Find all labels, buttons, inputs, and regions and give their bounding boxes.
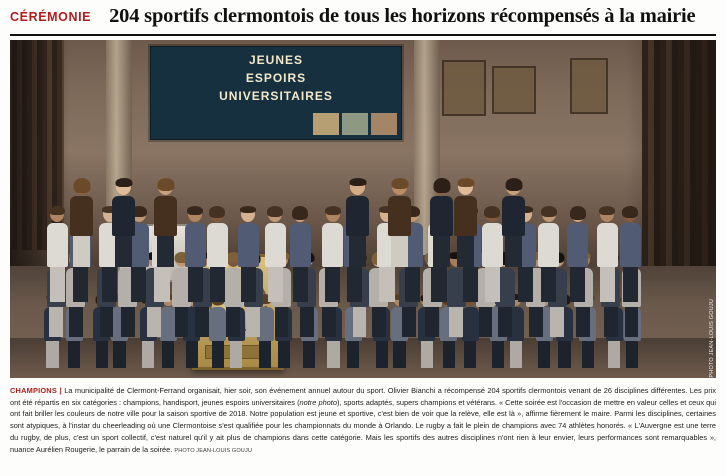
photo-person-body [454,196,477,236]
photo-person-hair [49,206,65,215]
photo-person-legs [113,341,125,368]
caption-lead: CHAMPIONS | [10,385,62,395]
photo-person-legs [325,267,340,302]
photo-person-legs [457,236,474,267]
photo-person [454,178,477,264]
photo-person-hair [349,178,366,186]
photo-person [538,206,559,302]
wall-frame-1 [442,60,486,116]
photo-person-legs [538,341,550,368]
photo-person-legs [518,267,533,302]
photo-person [265,206,286,302]
photo-person-legs [142,341,154,368]
photo-person-body [154,196,177,236]
photo-person [322,206,343,302]
photo-person-body [322,223,343,267]
photo-person-legs [96,341,108,368]
header-divider [10,34,716,36]
photo-person-legs [195,307,209,337]
photo-person-legs [541,267,556,302]
photo-person-legs [300,307,314,337]
photo-person-legs [463,267,478,302]
caption-italic: notre photo [299,397,337,407]
photo-person-hair [73,178,90,193]
photo-person-hair [391,178,408,189]
photo-person-legs [322,307,336,337]
photo-person-body [597,223,618,267]
photo-person-legs [393,341,405,368]
photo-person-legs [405,267,420,302]
photo-person-body [265,223,286,267]
photo-person-legs [349,236,366,267]
article-photo [10,40,716,378]
photo-person-hair [240,206,256,213]
photo-person-legs [230,341,242,368]
wall-frame-3 [570,58,608,114]
photo-person-hair [187,206,203,215]
photo-person-legs [246,307,260,337]
photo-person [185,206,206,302]
photo-person-legs [188,267,203,302]
photo-person-legs [268,267,283,302]
photo-person-legs [402,307,416,337]
photo-person-legs [570,267,585,302]
photo-person-legs [147,307,161,337]
photo-person-legs [49,307,63,337]
photo-person-legs [431,267,446,302]
photo-person [502,178,525,264]
photo-person-hair [599,206,615,215]
photo-person-legs [46,341,58,368]
photo-person [207,206,228,302]
photo-person [238,206,259,302]
photo-scene [10,40,716,378]
photo-person-legs [293,267,308,302]
photo-person-legs [303,341,315,368]
photo-person [620,206,641,302]
screen-line-3: UNIVERSITAIRES [219,88,333,103]
photo-person-legs [259,341,271,368]
photo-person-hair [622,206,638,218]
photo-person-legs [492,341,504,368]
photo-person-legs [379,267,394,302]
photo-person-body [207,223,228,267]
photo-person-legs [623,267,638,302]
photo-person-body [538,223,559,267]
photo-person-legs [131,267,146,302]
page-title: 204 sportifs clermontois de tous les horizons récompensés à la mairie [109,6,696,27]
caption-body: La municipalité de Clermont-Ferrand organisait, hier soir, son événement annuel autour du sport. Olivier Bianchi a récompensé 204 sportifs clermontois venant de 26 disciplines différentes. Les prix ont été répartis en six catégories : champions, handisport, jeunes espoirs universitaires ( [10,385,716,407]
photo-person-legs [485,267,500,302]
photo-person-legs [625,307,639,337]
photo-person-legs [162,341,174,368]
photo-person-legs [464,341,476,368]
photo-person-hair [505,178,522,191]
photo-person-legs [443,341,455,368]
photo-person-body [47,223,68,267]
photo-person-legs [449,307,463,337]
photo-person-legs [510,341,522,368]
article-kicker: CÉRÉMONIE [10,9,92,24]
photo-person-legs [498,307,512,337]
photo-person [290,206,311,302]
photo-person-legs [210,267,225,302]
photo-person-legs [154,267,169,302]
photo-person-hair [541,206,557,217]
photo-person [112,178,135,264]
photo-credit: PHOTO JEAN-LOUIS GOUJU [709,298,715,378]
photo-person-body [290,223,311,267]
photo-person-legs [425,307,439,337]
photo-person-hair [115,178,132,187]
photo-person-legs [608,341,620,368]
photo-person-legs [212,341,224,368]
photo-crowd [10,124,716,378]
screen-line-2: ESPOIRS [245,70,307,85]
photo-person-legs [372,307,386,337]
photo-person-hair [484,206,500,218]
photo-person-body [502,196,525,236]
photo-person-legs [68,341,80,368]
photo-person-legs [73,236,90,267]
photo-person-legs [376,341,388,368]
photo-person [70,178,93,264]
photo-person [482,206,503,302]
photo-person-legs [102,267,117,302]
photo-person-legs [600,267,615,302]
photo-person [388,178,411,264]
photo-person-body [430,196,453,236]
article-header [10,0,716,32]
photo-person-body [346,196,369,236]
photo-person-body [185,223,206,267]
photo-person-hair [457,178,474,187]
photo-person-legs [186,341,198,368]
photo-person [47,206,68,302]
photo-person-legs [50,267,65,302]
photo-person [154,178,177,264]
photo-person-legs [626,341,638,368]
photo-person-hair [267,206,283,217]
photo-person-legs [175,307,189,337]
photo-person-legs [73,267,88,302]
photo-person [430,178,453,264]
photo-person-body [238,223,259,267]
screen-line-1: JEUNES [248,52,304,67]
photo-person [567,206,588,302]
photo-person-body [388,196,411,236]
photo-caption [10,385,716,457]
photo-person-legs [576,307,590,337]
photo-person-legs [353,307,367,337]
photo-person-hair [433,178,450,193]
photo-person [597,206,618,302]
photo-person-body [567,223,588,267]
photo-person-legs [69,307,83,337]
caption-body-2: ), sports adaptés, supers champions et vétérans. « Cette soirée est l'occasion de mettre en valeur celles et ceux qui ont fait briller les couleurs de notre ville pour la saison sportive de 2018. Notre population est jeune et sportive, c'est bien de voir que la relève, elle est là », affirme fièrement le maire. Parmi les disciplines, certaines sont atypiques, à l'instar du cheerleading où une Clermontoise s'est qualifiée pour les championnats du monde à Orlando. Le rugby a fait le plein de champions avec 74 athlètes honorés. « L'Auvergne est une terre du rugby, de plus, c'est un sport collectif, c'est naturel qu'il y ait plus de champions dans cette catégorie. Mais les sportifs des autres disciplines n'ont rien à leur envier, leurs performances sont remarquables », nuance Aurélien Rougerie, le parrain de la soirée. [10,397,716,455]
photo-person-legs [550,307,564,337]
photo-person-legs [505,236,522,267]
photo-person-hair [325,206,341,215]
photo-person-legs [278,341,290,368]
photo-person-legs [275,307,289,337]
photo-person-hair [209,206,225,218]
caption-credit: PHOTO JEAN-LOUIS GOUJU [174,448,252,455]
photo-person-legs [226,307,240,337]
photo-person-body [482,223,503,267]
photo-person-hair [570,206,586,220]
photo-person-legs [241,267,256,302]
photo-person-legs [604,307,618,337]
photo-person-legs [327,341,339,368]
photo-person-legs [582,341,594,368]
photo-person-legs [347,267,362,302]
photo-person-hair [157,178,174,191]
photo-person-body [70,196,93,236]
photo-person-hair [292,206,308,220]
photo-person-legs [157,236,174,267]
photo-person-body [620,223,641,267]
wall-frame-2 [492,66,536,114]
photo-person-legs [529,307,543,337]
photo-person [346,178,369,264]
photo-person-legs [115,236,132,267]
photo-person-legs [433,236,450,267]
photo-person-legs [121,307,135,337]
photo-person-legs [391,236,408,267]
photo-person-body [112,196,135,236]
photo-person-legs [421,341,433,368]
photo-person-legs [479,307,493,337]
photo-person-legs [558,341,570,368]
photo-person-legs [100,307,114,337]
photo-person-legs [347,341,359,368]
